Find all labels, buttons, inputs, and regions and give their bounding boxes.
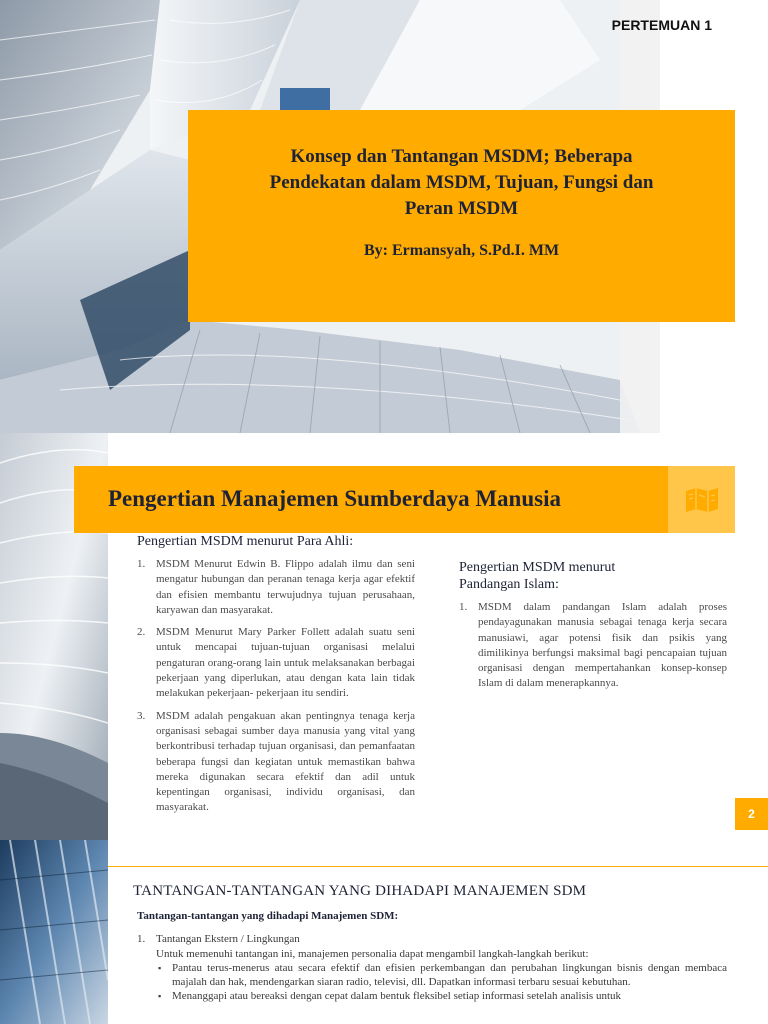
glass-building-side-image [0, 840, 108, 1024]
title-line-1: Konsep dan Tantangan MSDM; Beberapa [290, 146, 633, 167]
title-box [188, 110, 735, 322]
list-item [137, 625, 415, 701]
list-item [137, 709, 415, 816]
list-item [137, 932, 727, 946]
challenges-title: TANTANGAN-TANTANGAN YANG DIHADAPI MANAJEMEN SDM [133, 883, 587, 899]
islam-list [459, 600, 727, 692]
list-item-text: MSDM dalam pandangan Islam adalah proses pendayagunakan manusia sebagai tenaga kerja secara manusiawi, agar potensi fisik dan psikis yang dimilikinya berfungsi maksimal bagi pencapaian tujuan organisasi dengan mempertahankan konsep-konsep Islam di dalam menerapkannya. [478, 601, 727, 690]
list-item-number: 2. [137, 626, 146, 639]
experts-list [137, 557, 415, 816]
meeting-label: PERTEMUAN 1 [611, 17, 712, 33]
challenges-body [137, 909, 727, 1004]
islam-heading-line-2: Pandangan Islam: [459, 577, 559, 592]
title-line-3: Peran MSDM [404, 198, 519, 219]
bullet-list [137, 961, 727, 1004]
experts-heading: Pengertian MSDM menurut Para Ahli: [137, 534, 354, 549]
section-title: Pengertian Manajemen Sumberdaya Manusia [108, 486, 561, 511]
experts-definition-column [137, 533, 415, 816]
slide-3 [0, 840, 768, 1024]
title-line-2: Pendekatan dalam MSDM, Tujuan, Fungsi dan [269, 172, 654, 193]
list-item-title: Tantangan Ekstern / Lingkungan [156, 933, 300, 946]
challenges-subtitle: Tantangan-tantangan yang dihadapi Manajemen SDM: [137, 910, 399, 922]
map-icon [685, 487, 719, 513]
divider-line [108, 866, 768, 867]
list-item-text: MSDM Menurut Edwin B. Flippo adalah ilmu dan seni mengatur hubungan dan peranan tenaga kerja agar efektif dan efisien membantu terwujudnya tujuan perusahaan, karyawan dan masyarakat. [156, 558, 415, 616]
bullet-item: ▪ Menanggapi atau bereaksi dengan cepat dalam bentuk fleksibel setiap informasi setelah analisis untuk [156, 989, 727, 1003]
list-item-number: 3. [137, 709, 146, 722]
list-item-number: 1. [459, 601, 468, 613]
islam-heading [459, 559, 727, 593]
list-item-text: MSDM adalah pengakuan akan pentingnya tenaga kerja organisasi sebagai sumber daya manusia yang vital yang berkontribusi terhadap tujuan organisasi, dan pemanfaatan beberapa fungsi dan kegiatan untuk memastikan bahwa mereka digunakan secara efektif dan adil untuk kepentingan organisasi, individu organisasi, dan masyarakat. [156, 709, 415, 814]
list-item-number: 1. [137, 558, 146, 570]
page-number-badge: 2 [735, 798, 768, 830]
bullet-item: ▪ Pantau terus-menerus atau secara efektif dan efisien perkembangan dan perubahan lingkungan bisnis dengan membaca majalah dan hak, mendengarkan siaran radio, televisi, dll. Dapatkan informasi terbaru sesuai kebutuhan. [156, 961, 727, 990]
list-item [137, 557, 415, 618]
slide-2 [0, 433, 768, 840]
list-item-number: 1. [137, 933, 146, 946]
section-title-band [74, 466, 668, 533]
islam-heading-line-1: Pengertian MSDM menurut [459, 560, 616, 575]
list-item [459, 600, 727, 692]
slide-1 [0, 0, 768, 433]
map-icon-box [668, 466, 735, 533]
islam-definition-column [459, 559, 727, 692]
list-item-description: Untuk memenuhi tantangan ini, manajemen personalia dapat mengambil langkah-langkah berikut: [156, 947, 589, 960]
author-line: By: Ermansyah, S.Pd.I. MM [363, 242, 560, 259]
list-item-text: MSDM Menurut Mary Parker Follett adalah suatu seni untuk mencapai tujuan-tujuan organisasi melalui pengaturan orang-orang lain untuk melaksanakan berbagai pekerjaan yang diperlukan, atau dengan kata lain tidak melakukan pekerjaan- pekerjaan itu sendiri. [156, 626, 415, 700]
